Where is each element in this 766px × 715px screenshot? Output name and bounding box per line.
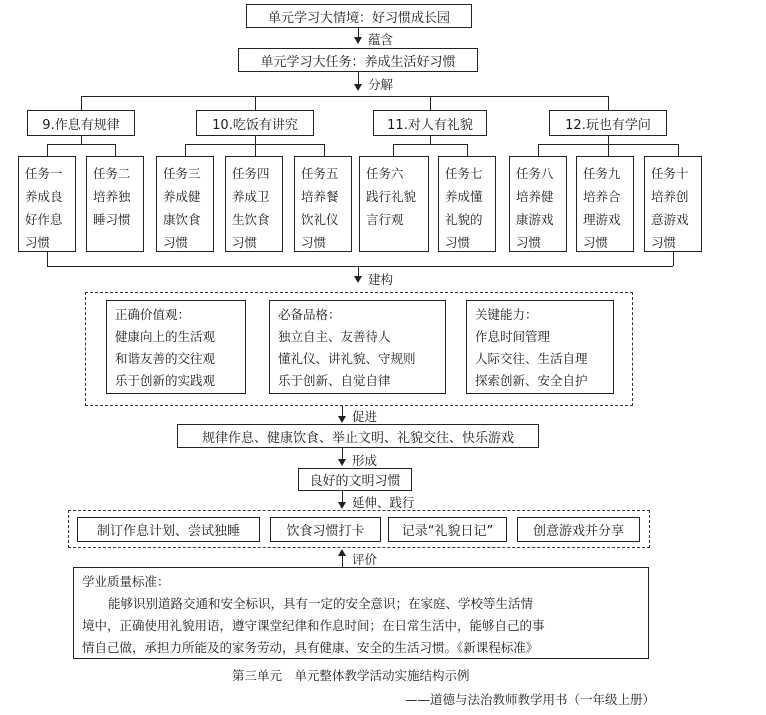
connector	[47, 252, 48, 266]
competency-line: 和谐友善的交往观	[115, 351, 216, 366]
standard-line: 能够识别道路交通和安全标识，具有一定的安全意识；在家庭、学校等生活情	[108, 596, 534, 611]
arrow-down	[354, 84, 362, 91]
task-box	[644, 156, 702, 252]
task-box	[438, 156, 496, 252]
connector	[538, 144, 539, 156]
task-line: 睡习惯	[93, 212, 131, 227]
connector	[81, 96, 82, 110]
activity-box: 创意游戏并分享	[517, 517, 640, 542]
task-box	[294, 156, 352, 252]
connector	[342, 406, 343, 416]
task-line: 好作息	[25, 212, 63, 227]
connector	[342, 491, 343, 502]
task-line: 任务十	[651, 166, 689, 181]
task-box	[359, 156, 429, 252]
arrow-down	[354, 276, 362, 283]
task-line: 习惯	[583, 235, 609, 250]
task-line: 养成懂	[445, 189, 483, 204]
connector	[185, 144, 186, 156]
task-line: 养成卫	[232, 189, 270, 204]
connector	[608, 96, 609, 110]
competency-line: 健康向上的生活观	[115, 329, 216, 344]
big-task-box: 单元学习大任务：养成生活好习惯	[238, 48, 478, 72]
standard-title: 学业质量标准：	[82, 574, 170, 589]
competency-title: 关键能力：	[475, 307, 538, 322]
values-box	[106, 300, 246, 394]
topic-box: 11.对人有礼貌	[373, 110, 487, 136]
connector	[678, 144, 679, 156]
task-line: 习惯	[25, 235, 51, 250]
arrow-down	[338, 502, 346, 509]
connector	[467, 144, 468, 156]
activity-box: 饮食习惯打卡	[270, 517, 381, 542]
task-line: 任务四	[232, 166, 270, 181]
connector	[608, 144, 609, 156]
connector	[47, 144, 48, 156]
competency-line: 作息时间管理	[475, 329, 551, 344]
link-decompose-label: 分解	[368, 77, 394, 92]
link-promote-label: 促进	[352, 409, 378, 424]
connector	[342, 448, 343, 459]
connector	[342, 555, 343, 567]
connector	[255, 144, 256, 156]
behaviors-box: 规律作息、健康饮食、举止文明、礼貌交往、快乐游戏	[177, 424, 539, 448]
task-line: 习惯	[651, 235, 677, 250]
competency-title: 正确价值观：	[115, 307, 191, 322]
link-contain-label: 蕴含	[368, 32, 394, 47]
task-line: 任务七	[445, 166, 483, 181]
task-line: 任务一	[25, 166, 63, 181]
figure-caption: 第三单元 单元整体教学活动实施结构示例	[232, 668, 470, 683]
standard-box	[73, 567, 649, 659]
connector	[673, 252, 674, 266]
link-build-label: 建构	[368, 272, 394, 287]
task-line: 意游戏	[651, 212, 689, 227]
task-line: 习惯	[301, 235, 327, 250]
task-line: 培养独	[93, 189, 131, 204]
task-line: 养成良	[25, 189, 63, 204]
habit-box: 良好的文明习惯	[298, 468, 412, 491]
task-box	[156, 156, 214, 252]
task-line: 康饮食	[163, 212, 201, 227]
task-line: 任务五	[301, 166, 339, 181]
task-box	[576, 156, 634, 252]
competency-line: 探索创新、安全自护	[475, 373, 588, 388]
arrow-down	[354, 37, 362, 44]
connector	[393, 144, 467, 145]
task-line: 任务二	[93, 166, 131, 181]
task-line: 言行观	[366, 212, 404, 227]
task-line: 康游戏	[516, 212, 554, 227]
competency-line: 乐于创新、自觉自律	[278, 373, 391, 388]
connector	[358, 72, 359, 84]
topic-box: 12.玩也有学问	[549, 110, 667, 136]
connector	[358, 266, 359, 276]
competency-line: 人际交往、生活自理	[475, 351, 588, 366]
connector	[255, 136, 256, 144]
situation-box: 单元学习大情境：好习惯成长园	[246, 4, 472, 28]
link-extend-label: 延伸、践行	[352, 495, 415, 510]
task-line: 培养合	[583, 189, 621, 204]
task-line: 任务九	[583, 166, 621, 181]
task-line: 践行礼貌	[366, 189, 417, 204]
connector	[255, 96, 256, 110]
activity-box: 制订作息计划、尝试独睡	[77, 517, 260, 542]
task-line: 培养创	[651, 189, 689, 204]
activity-box: 记录“礼貌日记”	[388, 517, 507, 542]
competency-title: 必备品格：	[278, 307, 341, 322]
connector	[393, 144, 394, 156]
task-line: 习惯	[445, 235, 471, 250]
competency-line: 独立自主、友善待人	[278, 329, 391, 344]
standard-line: 情自己做，承担力所能及的家务劳动，具有健康、安全的生活习惯。《新课程标准》	[82, 640, 539, 655]
competency-line: 懂礼仪、讲礼貌、守规则	[278, 351, 416, 366]
connector	[47, 266, 673, 267]
task-line: 养成健	[163, 189, 201, 204]
task-line: 培养健	[516, 189, 554, 204]
task-line: 理游戏	[583, 212, 621, 227]
topic-box: 9.作息有规律	[27, 110, 135, 136]
arrow-down	[338, 459, 346, 466]
connector	[81, 136, 82, 144]
character-box	[269, 300, 446, 394]
connector	[47, 144, 115, 145]
connector	[430, 136, 431, 144]
task-line: 习惯	[232, 235, 258, 250]
topic-box: 10.吃饭有讲究	[196, 110, 314, 136]
connector	[324, 144, 325, 156]
figure-source: ——道德与法治教师教学用书（一年级上册）	[405, 692, 656, 707]
connector	[81, 96, 608, 97]
connector	[115, 144, 116, 156]
task-line: 培养餐	[301, 189, 339, 204]
connector	[430, 96, 431, 110]
task-line: 任务六	[366, 166, 404, 181]
link-evaluate-label: 评价	[352, 552, 378, 567]
task-box	[86, 156, 144, 252]
connector	[608, 136, 609, 144]
task-line: 任务三	[163, 166, 201, 181]
task-line: 礼貌的	[445, 212, 483, 227]
task-line: 生饮食	[232, 212, 270, 227]
task-line: 任务八	[516, 166, 554, 181]
task-line: 习惯	[516, 235, 542, 250]
task-box	[18, 156, 76, 252]
arrow-down	[338, 416, 346, 423]
ability-box	[466, 300, 614, 394]
competency-line: 乐于创新的实践观	[115, 373, 216, 388]
task-line: 饮礼仪	[301, 212, 339, 227]
task-line: 习惯	[163, 235, 189, 250]
link-form-label: 形成	[352, 453, 378, 468]
task-box	[509, 156, 567, 252]
task-box	[225, 156, 283, 252]
standard-line: 境中，正确使用礼貌用语，遵守课堂纪律和作息时间；在日常生活中，能够自己的事	[82, 618, 545, 633]
